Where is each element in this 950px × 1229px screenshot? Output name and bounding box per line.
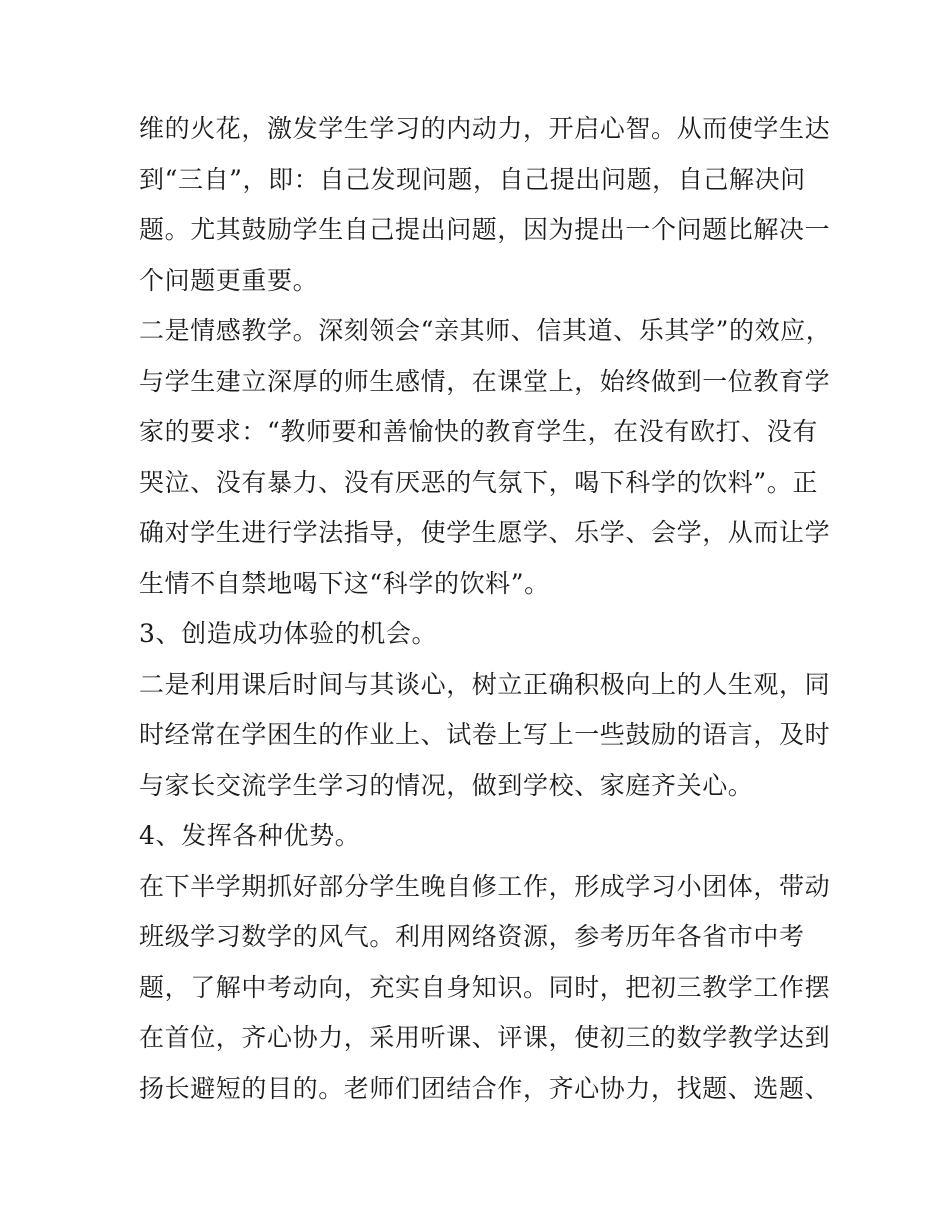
text-line: 在首位，齐心协力，采用听课、评课，使初三的数学教学达到: [139, 1023, 831, 1052]
text-line: 与家长交流学生学习的情况，做到学校、家庭齐关心。: [139, 770, 754, 800]
text-line: 个问题更重要。: [139, 265, 319, 295]
section-heading: 4、发挥各种优势。: [139, 821, 361, 850]
text-line: 二是利用课后时间与其谈心，树立正确积极向上的人生观，同: [139, 669, 831, 699]
document-body: [139, 104, 832, 1114]
text-line: 确对学生进行学法指导，使学生愿学、乐学、会学，从而让学: [139, 518, 831, 547]
text-line: 二是情感教学。深刻领会“亲其师、信其道、乐其学”的效应，: [139, 316, 832, 345]
text-line: 维的火花，激发学生学习的内动力，开启心智。从而使学生达: [139, 114, 831, 143]
text-line: 哭泣、没有暴力、没有厌恶的气氛下，喝下科学的饮料”。正: [139, 467, 818, 497]
text-line: 扬长避短的目的。老师们团结合作，齐心协力，找题、选题、: [139, 1073, 831, 1103]
text-line: 到“三自”，即：自己发现问题，自己提出问题，自己解决问: [139, 164, 806, 194]
text-line: 生情不自禁地喝下这“科学的饮料”。: [139, 568, 550, 598]
text-line: 家的要求：“教师要和善愉快的教育学生，在没有欧打、没有: [139, 417, 818, 446]
text-line: 题。尤其鼓励学生自己提出问题，因为提出一个问题比解决一: [139, 215, 831, 244]
text-line: 在下半学期抓好部分学生晚自修工作，形成学习小团体，带动: [139, 871, 831, 901]
section-heading: 3、创造成功体验的机会。: [139, 619, 438, 648]
text-line: 时经常在学困生的作业上、试卷上写上一些鼓励的语言，及时: [139, 720, 831, 749]
text-line: 与学生建立深厚的师生感情，在课堂上，始终做到一位教育学: [139, 366, 831, 396]
text-line: 班级学习数学的风气。利用网络资源，参考历年各省市中考: [139, 922, 805, 951]
text-line: 题，了解中考动向，充实自身知识。同时，把初三教学工作摆: [139, 972, 831, 1002]
